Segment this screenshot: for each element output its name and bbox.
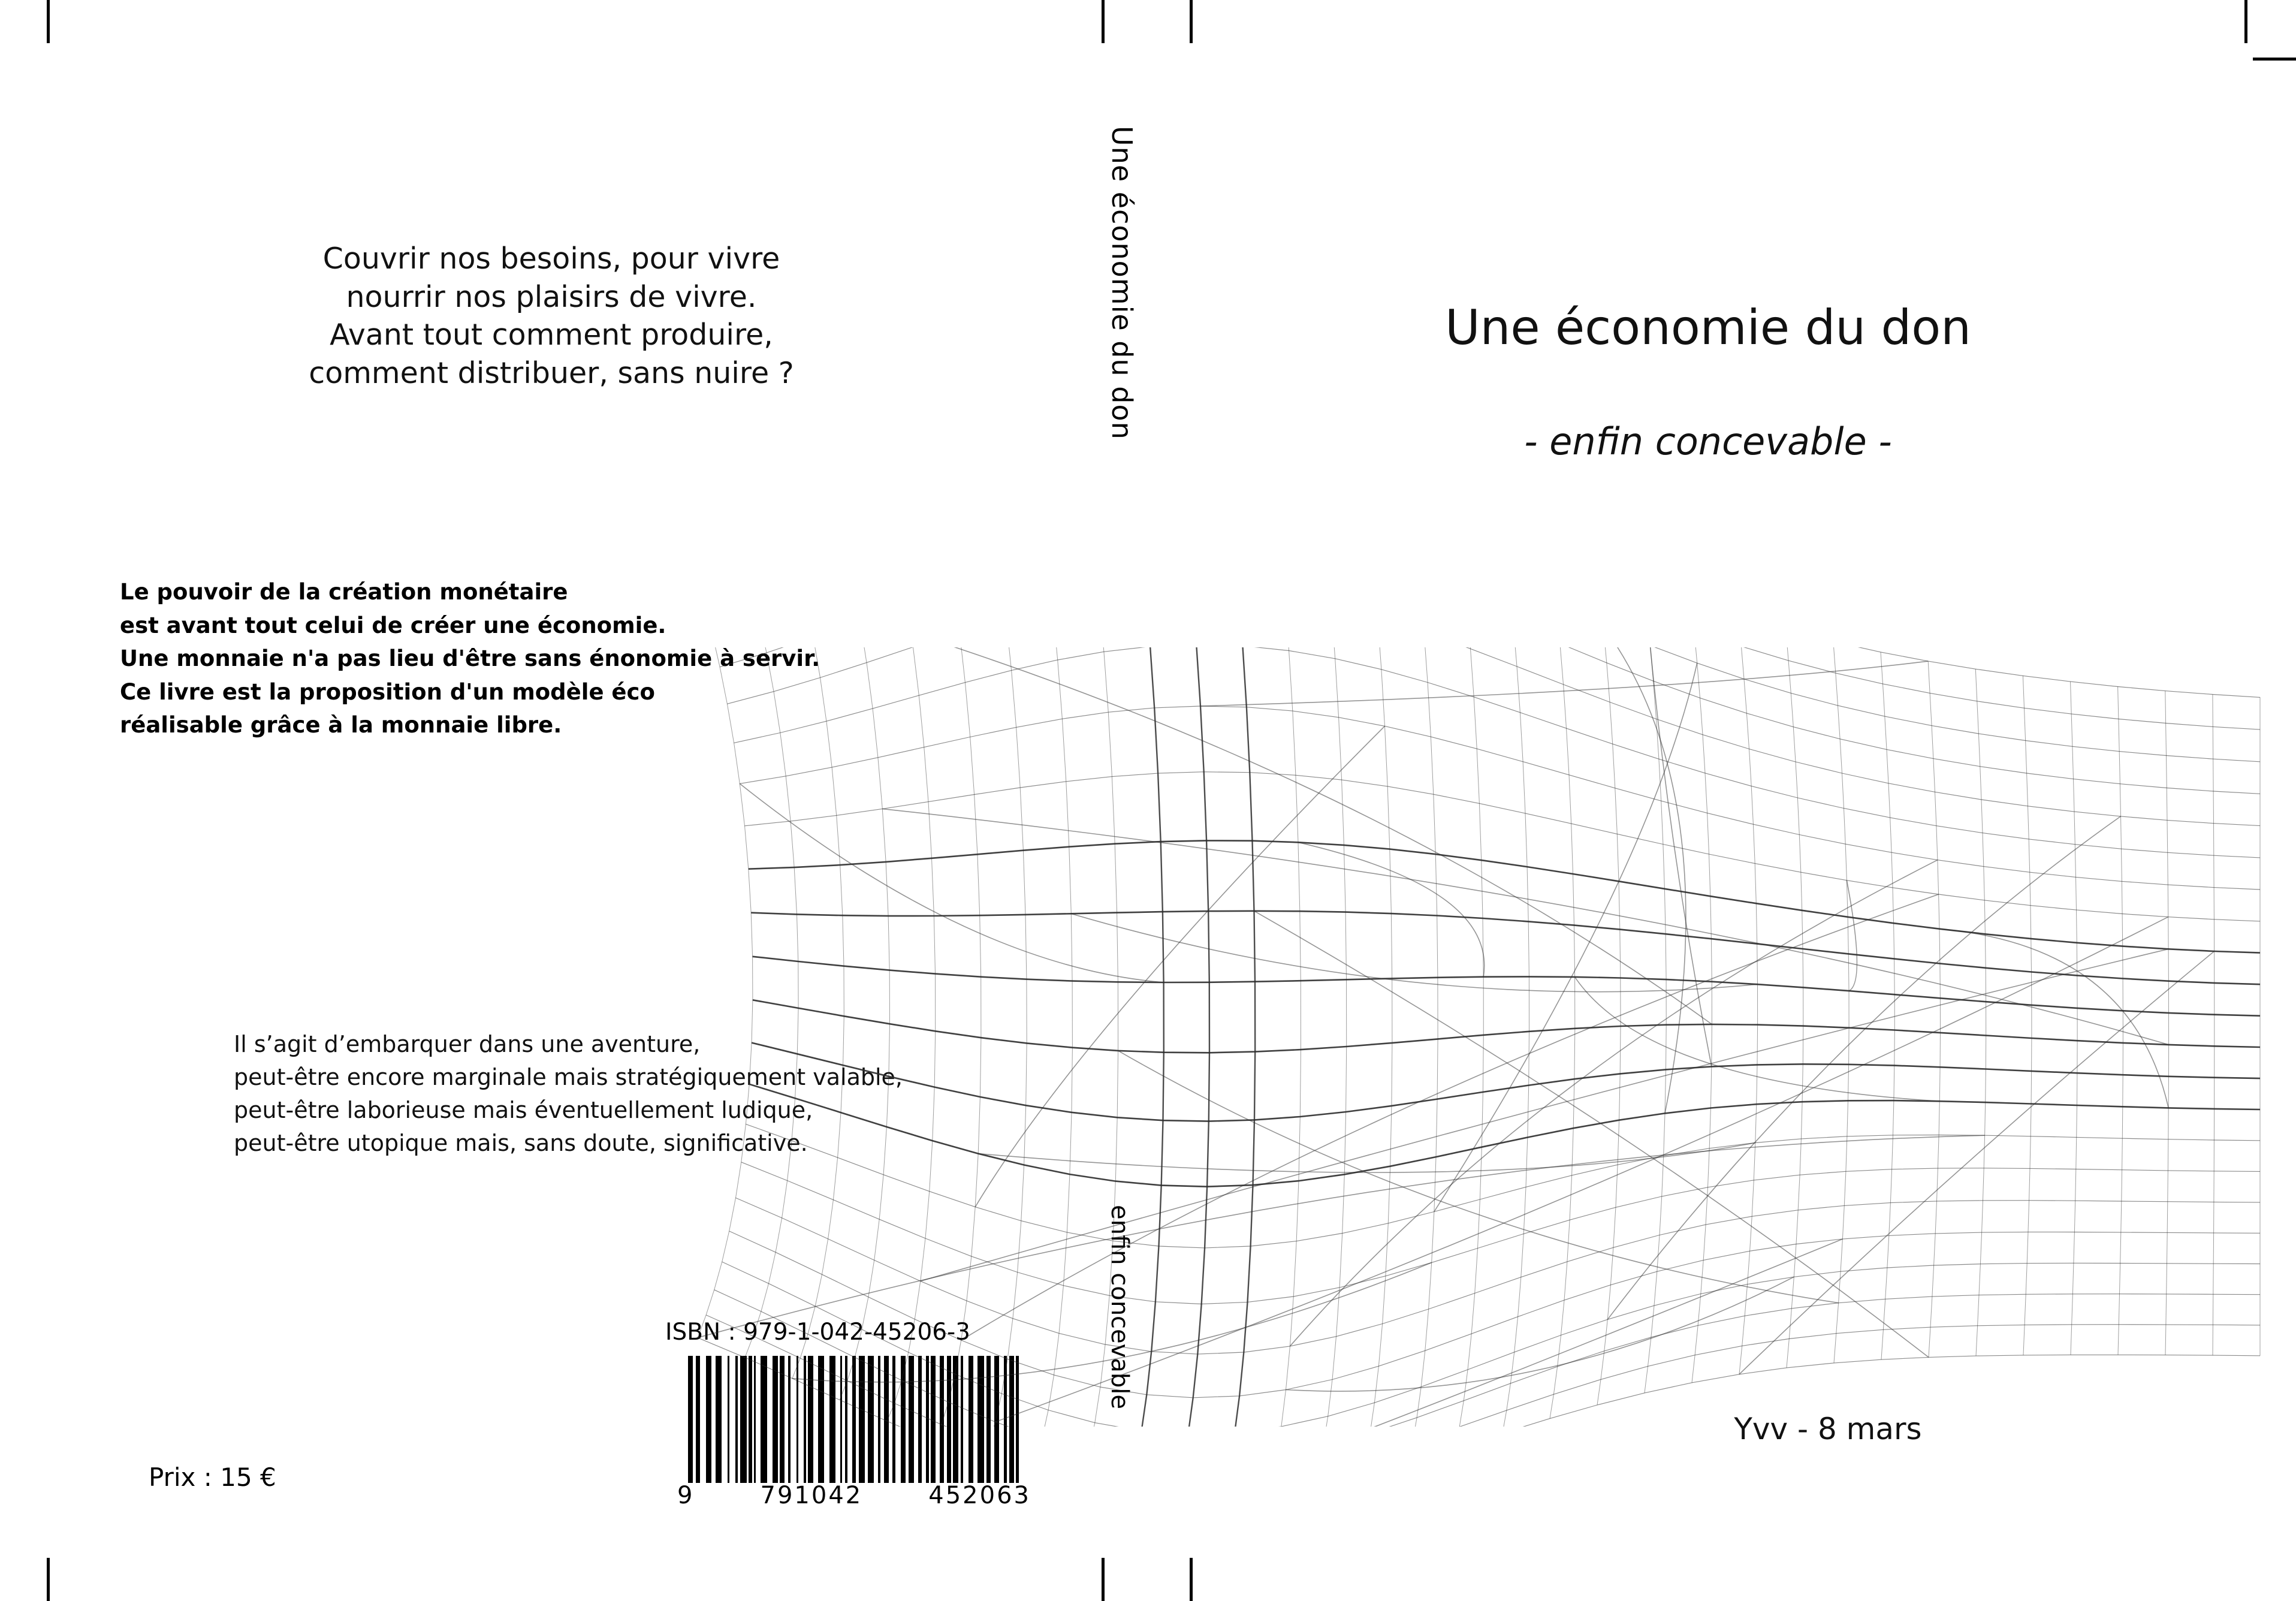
crop-mark (1190, 1558, 1193, 1601)
back-hook-line: comment distribuer, sans nuire ? (309, 356, 794, 391)
back-bold-line: est avant tout celui de créer une économie. (120, 612, 666, 638)
front-cover-subtitle: - enfin concevable - (1524, 420, 1892, 463)
back-hook-line: Couvrir nos besoins, pour vivre (322, 242, 780, 276)
front-cover-title: Une économie du don (1445, 300, 1971, 355)
crop-mark (1190, 0, 1193, 43)
front-cover-author: Yvv - 8 mars (1734, 1412, 1922, 1446)
back-hook-line: Avant tout comment produire, (330, 318, 773, 352)
back-plain-line: Il s’agit d’embarquer dans une aventure, (234, 1031, 701, 1057)
back-hook-line: nourrir nos plaisirs de vivre. (346, 279, 757, 314)
back-cover-hook (252, 240, 851, 393)
barcode-digit-group: 9 (677, 1482, 695, 1509)
back-bold-line: Le pouvoir de la création monétaire (120, 579, 568, 605)
back-bold-line: réalisable grâce à la monnaie libre. (120, 712, 562, 738)
crop-mark (47, 0, 50, 43)
back-plain-line: peut-être utopique mais, sans doute, significative. (234, 1130, 808, 1157)
spine-title: Une économie du don (1106, 126, 1138, 440)
crop-mark (2244, 0, 2247, 43)
barcode-digit-group: 791042 (760, 1482, 863, 1509)
price-label: Prix : 15 € (149, 1463, 276, 1492)
back-cover-plain-paragraph (234, 1028, 1103, 1160)
back-bold-line: Ce livre est la proposition d'un modèle éco (120, 679, 655, 705)
crop-mark (1102, 1558, 1105, 1601)
crop-mark (47, 1558, 50, 1601)
back-cover-bold-paragraph (120, 575, 959, 742)
back-plain-line: peut-être laborieuse mais éventuellement ludique, (234, 1097, 813, 1124)
crop-mark (2253, 58, 2296, 61)
spine-subtitle: enfin concevable (1106, 1205, 1133, 1409)
barcode-digits (677, 1482, 1031, 1509)
back-bold-line: Une monnaie n'a pas lieu d'être sans énonomie à servir. (120, 646, 820, 671)
crop-mark (1102, 0, 1105, 43)
barcode-bars (688, 1356, 1016, 1483)
barcode-digit-group: 452063 (928, 1482, 1031, 1509)
barcode (688, 1356, 1016, 1483)
back-plain-line: peut-être encore marginale mais stratégiquement valable, (234, 1064, 903, 1091)
isbn-label: ISBN : 979-1-042-45206-3 (665, 1319, 970, 1346)
